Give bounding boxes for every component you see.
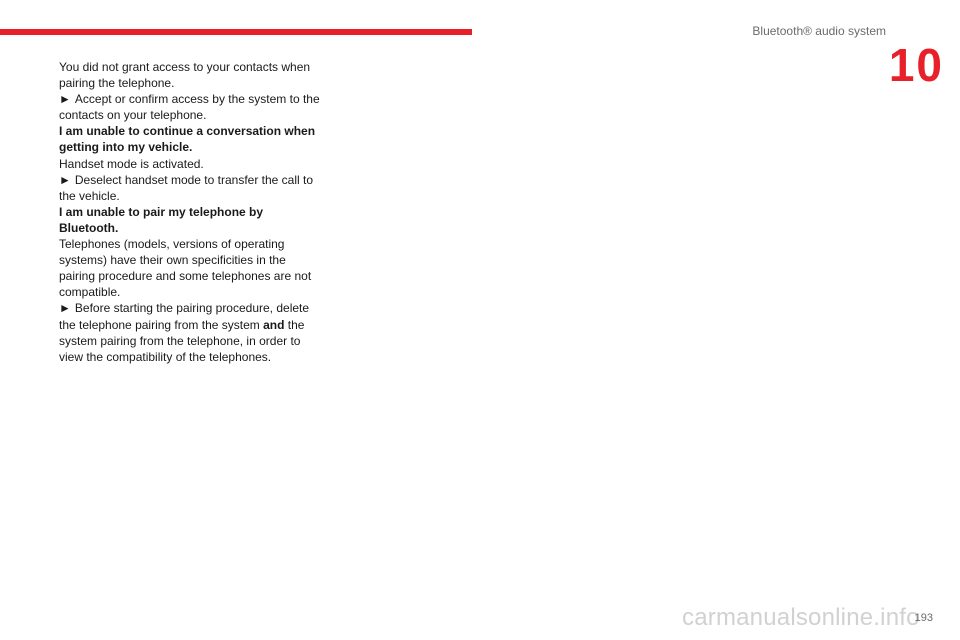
header-accent-bar xyxy=(0,29,472,35)
paragraph: Handset mode is activated. xyxy=(59,156,204,171)
instruction-text: Accept or confirm access by the system to the contacts on your telephone. xyxy=(59,92,320,123)
emphasis-text: and xyxy=(263,317,285,332)
chapter-number: 10 xyxy=(888,39,944,91)
arrow-icon: ► xyxy=(59,301,71,316)
body-text xyxy=(59,59,321,365)
instruction-item xyxy=(59,91,321,123)
arrow-icon: ► xyxy=(59,92,71,107)
problem-heading: I am unable to continue a conversation when getting into my vehicle. xyxy=(59,124,316,155)
arrow-icon: ► xyxy=(59,172,71,187)
page-number: 193 xyxy=(914,612,933,624)
paragraph: You did not grant access to your contacts when pairing the telephone. xyxy=(59,60,311,91)
instruction-item xyxy=(59,172,321,204)
instruction-text: Deselect handset mode to transfer the call to the vehicle. xyxy=(59,172,314,203)
instruction-item xyxy=(59,300,321,364)
section-title: Bluetooth® audio system xyxy=(752,24,886,38)
paragraph: Telephones (models, versions of operating systems) have their own specificities in the pairing procedure and some telephones are not compatible. xyxy=(59,237,312,300)
problem-heading: I am unable to pair my telephone by Bluetooth. xyxy=(59,204,264,235)
instruction-text: Before starting the pairing procedure, delete the telephone pairing from the system xyxy=(59,301,310,332)
instruction-text: the system pairing from the telephone, in order to view the compatibility of the telephones. xyxy=(59,317,305,364)
watermark-link[interactable]: carmanualsonline.info xyxy=(682,604,920,631)
